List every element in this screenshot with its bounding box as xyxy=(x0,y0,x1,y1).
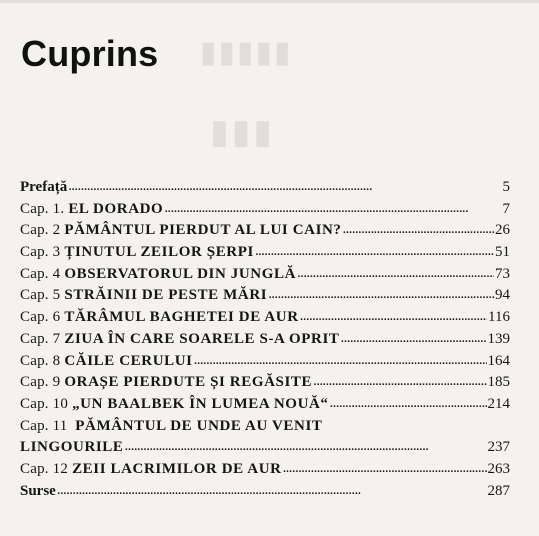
dot-leader xyxy=(330,393,487,415)
dot-leader xyxy=(255,241,494,263)
chapter-title-continuation: LINGOURILE xyxy=(20,439,124,456)
toc-entry-chapter-3[interactable] xyxy=(20,242,510,264)
toc-entry-chapter-11[interactable] xyxy=(20,416,510,459)
toc-page-number: 116 xyxy=(488,309,510,326)
chapter-number: Cap. 5 xyxy=(20,287,61,304)
dot-leader xyxy=(164,198,501,220)
toc-page-number: 94 xyxy=(495,287,510,304)
chapter-number: Cap. 8 xyxy=(20,352,61,369)
toc-entry-prefata[interactable] xyxy=(20,177,510,199)
chapter-title: EL DORADO xyxy=(68,200,164,217)
toc-entry-chapter-10[interactable] xyxy=(20,394,510,416)
chapter-number: Cap. 10 xyxy=(20,395,69,412)
dot-leader xyxy=(313,371,486,393)
chapter-title: ȚINUTUL ZEILOR ȘERPI xyxy=(64,244,254,261)
chapter-title-line-1-row xyxy=(20,416,510,438)
toc-entry-chapter-1[interactable] xyxy=(20,199,510,221)
toc-page-number: 73 xyxy=(495,265,510,282)
toc-entry-chapter-4[interactable] xyxy=(20,264,510,286)
dot-leader xyxy=(283,458,487,480)
chapter-number: Cap. 3 xyxy=(20,244,61,261)
toc-entry-chapter-12[interactable] xyxy=(20,459,510,481)
toc-page-number: 7 xyxy=(502,200,510,217)
chapter-title: „UN BAALBEK ÎN LUMEA NOUĂ“ xyxy=(72,395,329,412)
toc-entry-chapter-9[interactable] xyxy=(20,372,510,394)
toc-page-number: 185 xyxy=(487,374,510,391)
chapter-title: TĂRÂMUL BAGHETEI DE AUR xyxy=(64,309,299,326)
chapter-number: Cap. 7 xyxy=(20,330,61,347)
chapter-title: ORAȘE PIERDUTE ȘI REGĂSITE xyxy=(64,374,313,391)
toc-entry-chapter-7[interactable] xyxy=(20,329,510,351)
chapter-title: CĂILE CERULUI xyxy=(64,352,193,369)
dot-leader xyxy=(341,328,487,350)
dot-leader xyxy=(297,263,494,285)
toc-page-number: 214 xyxy=(487,395,510,412)
show-through-artifact: ▮▮▮▮▮ xyxy=(200,36,293,69)
dot-leader xyxy=(125,436,487,458)
toc-page-number: 263 xyxy=(487,460,510,477)
toc-page-number: 5 xyxy=(502,179,510,195)
chapter-title: PĂMÂNTUL PIERDUT AL LUI CAIN? xyxy=(64,222,342,239)
chapter-title: OBSERVATORUL DIN JUNGLĂ xyxy=(64,265,297,282)
chapter-number: Cap. 2 xyxy=(20,222,61,239)
chapter-title: PĂMÂNTUL DE UNDE AU VENIT xyxy=(75,417,323,434)
toc-page-number: 237 xyxy=(487,439,510,456)
show-through-artifact: ▮▮▮ xyxy=(210,114,276,151)
chapter-number: Cap. 11 xyxy=(20,417,68,434)
toc-entry-chapter-2[interactable] xyxy=(20,220,510,242)
dot-leader xyxy=(194,350,487,372)
dot-leader xyxy=(68,176,501,198)
dot-leader xyxy=(300,306,487,328)
chapter-title-line-2-row xyxy=(20,437,510,459)
toc-page-number: 164 xyxy=(487,352,510,369)
page-edge-shadow xyxy=(0,0,539,3)
toc-entry-chapter-8[interactable] xyxy=(20,351,510,373)
chapter-title: STRĂINII DE PESTE MĂRI xyxy=(64,287,268,304)
table-of-contents xyxy=(20,177,510,502)
toc-page-number: 287 xyxy=(487,482,510,499)
toc-entry-label: Surse xyxy=(20,482,56,499)
chapter-number: Cap. 1. xyxy=(20,200,65,217)
toc-entry-label: Prefață xyxy=(20,179,68,195)
toc-entry-surse[interactable] xyxy=(20,481,510,503)
toc-entry-chapter-5[interactable] xyxy=(20,285,510,307)
dot-leader xyxy=(343,219,494,241)
chapter-number: Cap. 12 xyxy=(20,460,69,477)
page-title: Cuprins xyxy=(21,33,159,74)
chapter-title: ZIUA ÎN CARE SOARELE S-A OPRIT xyxy=(64,330,340,347)
chapter-number: Cap. 6 xyxy=(20,309,61,326)
chapter-title: ZEII LACRIMILOR DE AUR xyxy=(72,460,282,477)
toc-entry-chapter-6[interactable] xyxy=(20,307,510,329)
toc-page-number: 51 xyxy=(495,244,510,261)
toc-page-number: 26 xyxy=(495,222,510,239)
dot-leader xyxy=(268,284,494,306)
chapter-number: Cap. 9 xyxy=(20,374,61,391)
chapter-number: Cap. 4 xyxy=(20,265,61,282)
toc-page-number: 139 xyxy=(487,330,510,347)
dot-leader xyxy=(57,480,487,502)
